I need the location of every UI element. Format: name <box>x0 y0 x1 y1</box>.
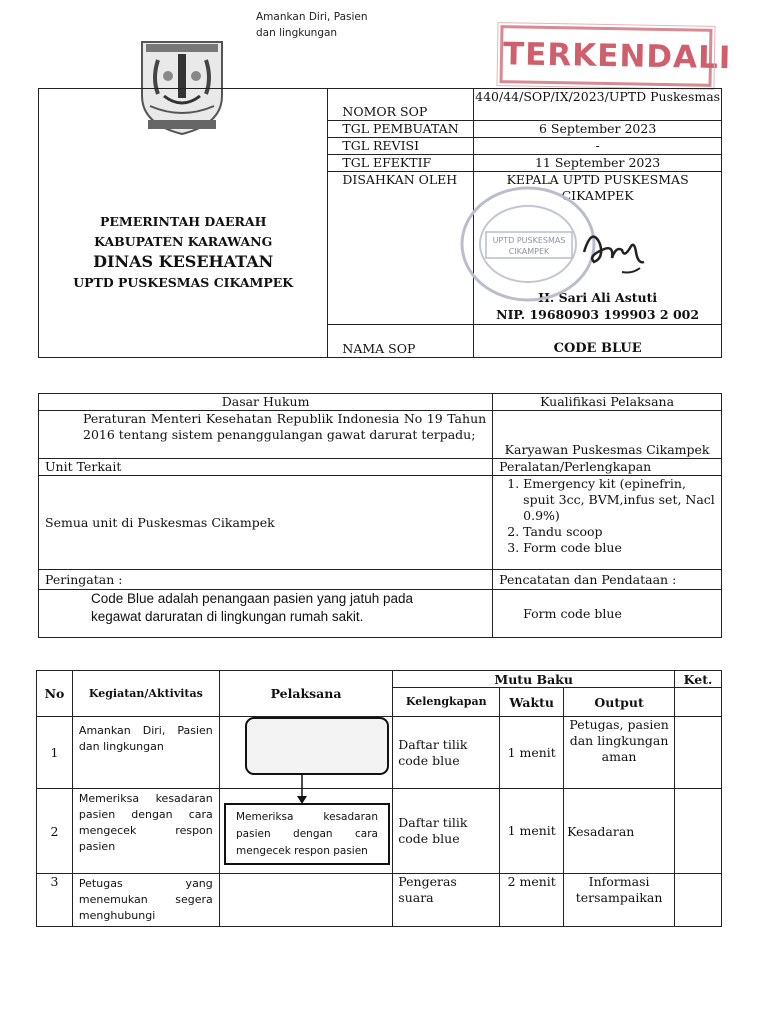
nomor-sop-value: 440/44/SOP/IX/2023/UPTD Puskesmas <box>474 89 722 121</box>
signature <box>578 222 650 278</box>
table-row <box>37 874 722 927</box>
tgl-revisi-label: TGL REVISI <box>328 138 474 155</box>
tgl-pembuatan-value: 6 September 2023 <box>474 121 722 138</box>
row-waktu: 1 menit <box>500 789 564 874</box>
agency-line-2: KABUPATEN KARAWANG <box>94 234 273 249</box>
row-no: 3 <box>37 874 73 927</box>
row-ket <box>675 789 722 874</box>
row-ket <box>675 874 722 927</box>
row-output: Informasi tersampaikan <box>564 874 675 927</box>
nomor-sop-label: NOMOR SOP <box>328 89 474 121</box>
peralatan-item: 3. Form code blue <box>523 540 715 556</box>
col-waktu: Waktu <box>500 688 564 717</box>
row-waktu: 1 menit <box>500 717 564 789</box>
row-no: 1 <box>37 717 73 789</box>
controlled-stamp: TERKENDALI <box>500 25 713 87</box>
row-kegiatan: Memeriksa kesadaran pasien dengan cara mengecek respon pasien <box>72 789 219 874</box>
col-ket-empty <box>675 688 722 717</box>
peralatan-heading: Peralatan/Perlengkapan <box>493 459 722 476</box>
peringatan-heading: Peringatan : <box>39 570 493 590</box>
kualifikasi-text: Karyawan Puskesmas Cikampek <box>493 411 722 459</box>
col-ket: Ket. <box>675 671 722 688</box>
dasar-hukum-heading: Dasar Hukum <box>39 394 493 411</box>
signer-nip: NIP. 19680903 199903 2 002 <box>496 307 700 322</box>
col-kelengkapan: Kelengkapan <box>393 688 500 717</box>
disahkan-label: DISAHKAN OLEH <box>328 172 474 325</box>
row-kegiatan: Amankan Diri, Pasien dan lingkungan <box>72 717 219 789</box>
col-pelaksana: Pelaksana <box>219 671 393 717</box>
row-output: Kesadaran <box>564 789 675 874</box>
kualifikasi-heading: Kualifikasi Pelaksana <box>493 394 722 411</box>
pencatatan-text: Form code blue <box>493 590 722 638</box>
row-waktu: 2 menit <box>500 874 564 927</box>
row-output: Petugas, pasien dan lingkungan aman <box>564 717 675 789</box>
row-pelaksana <box>219 874 393 927</box>
flowchart-start-box <box>245 717 389 775</box>
agency-line-3: DINAS KESEHATAN <box>93 252 274 271</box>
pencatatan-heading: Pencatatan dan Pendataan : <box>493 570 722 590</box>
activity-table <box>36 670 722 927</box>
tgl-pembuatan-label: TGL PEMBUATAN <box>328 121 474 138</box>
row-ket <box>675 717 722 789</box>
tgl-revisi-value: - <box>474 138 722 155</box>
approver-title: KEPALA UPTD PUSKESMAS CIKAMPEK <box>506 172 689 203</box>
peralatan-list <box>499 476 715 556</box>
col-output: Output <box>564 688 675 717</box>
unit-terkait-heading: Unit Terkait <box>39 459 493 476</box>
col-kegiatan: Kegiatan/Aktivitas <box>72 671 219 717</box>
flowchart-process-box: Memeriksa kesadaran pasien dengan cara mengecek respon pasien <box>224 803 390 865</box>
peralatan-item: 1. Emergency kit (epinefrin, spuit 3cc, BVM,infus set, Nacl 0.9%) <box>523 476 715 524</box>
info-table <box>38 393 722 638</box>
tgl-efektif-value: 11 September 2023 <box>474 155 722 172</box>
agency-line-4: UPTD PUSKESMAS CIKAMPEK <box>73 275 294 290</box>
unit-terkait-text: Semua unit di Puskesmas Cikampek <box>39 476 493 570</box>
svg-text:CIKAMPEK: CIKAMPEK <box>508 247 550 256</box>
peralatan-item: 2. Tandu scoop <box>523 524 715 540</box>
agency-block <box>39 89 328 358</box>
dasar-hukum-text: Peraturan Menteri Kesehatan Republik Indonesia No 19 Tahun 2016 tentang sistem penanggulangan gawat darurat terpadu; <box>39 411 493 459</box>
svg-text:UPTD PUSKESMAS: UPTD PUSKESMAS <box>492 236 566 245</box>
nama-sop-value: CODE BLUE <box>474 325 722 358</box>
tgl-efektif-label: TGL EFEKTIF <box>328 155 474 172</box>
row-kelengkapan: Daftar tilik code blue <box>393 789 500 874</box>
agency-line-1: PEMERINTAH DAERAH <box>100 214 267 229</box>
row-kelengkapan: Pengeras suara <box>393 874 500 927</box>
col-no: No <box>37 671 73 717</box>
top-note: Amankan Diri, Pasien dan lingkungan <box>256 11 368 39</box>
peringatan-text: Code Blue adalah penangaan pasien yang jatuh pada kegawat daruratan di lingkungan rumah sakit. <box>39 590 493 638</box>
peralatan-list-cell <box>493 476 722 570</box>
flowchart-arrow <box>296 775 308 805</box>
row-kelengkapan: Daftar tilik code blue <box>393 717 500 789</box>
signer-name: H. Sari Ali Astuti <box>538 290 658 305</box>
nama-sop-label: NAMA SOP <box>328 325 474 358</box>
row-no: 2 <box>37 789 73 874</box>
col-mutu-baku: Mutu Baku <box>393 671 675 688</box>
row-kegiatan: Petugas yang menemukan segera menghubungi <box>72 874 219 927</box>
